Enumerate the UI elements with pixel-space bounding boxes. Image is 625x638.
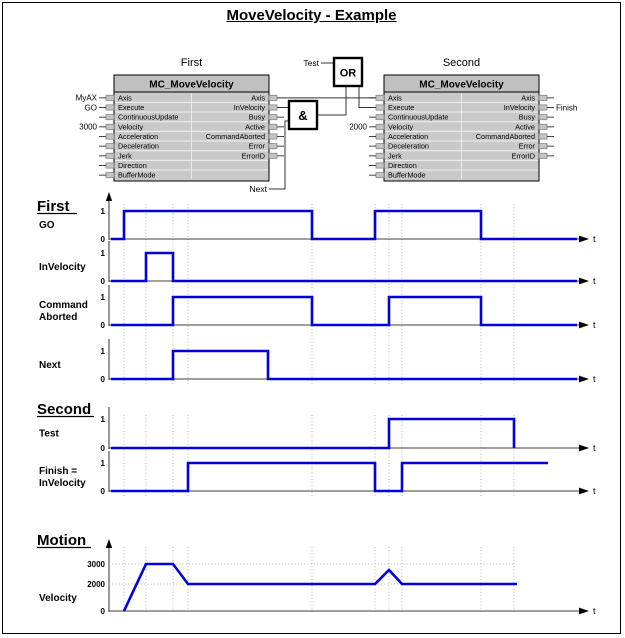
signal-label: Test: [39, 428, 59, 440]
fb-output-label: CommandAborted: [475, 131, 535, 141]
fb-output-label: Active: [515, 122, 535, 132]
tick-0: 0: [100, 486, 105, 496]
tick-1: 1: [100, 414, 105, 424]
tick-1: 1: [100, 292, 105, 302]
fb-input-pin: [376, 153, 384, 158]
signal-label: InVelocity: [39, 478, 86, 489]
fb-output-label: Error: [518, 141, 535, 151]
signal-label: Velocity: [39, 593, 77, 604]
waveform: [111, 463, 548, 491]
fb-type-label: MC_MoveVelocity: [419, 79, 504, 91]
fb-output-pin: [269, 153, 277, 158]
fb-input-label: Velocity: [388, 122, 414, 132]
fb-input-pin: [376, 173, 384, 178]
fb-output-pin: [269, 95, 277, 100]
fb-input-value: 2000: [349, 122, 367, 132]
signal-label: Next: [39, 360, 61, 371]
fb-input-pin: [106, 124, 114, 129]
fb-input-label: Jerk: [388, 151, 402, 161]
wire-and-to-or: [317, 86, 346, 115]
fb-output-pin: [539, 124, 547, 129]
fb-output-label: Error: [248, 141, 265, 151]
time-axis-arrow: [579, 608, 589, 615]
fb-input-label: Deceleration: [388, 141, 429, 151]
fb-output-pin: [539, 115, 547, 120]
fb-output-label: CommandAborted: [205, 131, 265, 141]
fb-input-pin: [106, 153, 114, 158]
t-label: t: [593, 276, 596, 286]
wire-or-to-execute: [359, 86, 376, 108]
t-label: t: [593, 234, 596, 244]
fb-input-label: Axis: [118, 93, 132, 103]
fb-input-pin: [106, 144, 114, 149]
fb-output-pin: [269, 115, 277, 120]
fb-input-pin: [106, 95, 114, 100]
signal-label: Command: [39, 300, 88, 311]
velocity-tick: 2000: [87, 580, 105, 589]
fb-output-pin: [269, 124, 277, 129]
signal-label: GO: [39, 220, 55, 231]
time-axis-arrow: [579, 322, 589, 329]
fb-input-pin: [106, 105, 114, 110]
fb-input-label: Acceleration: [388, 131, 429, 141]
tick-0: 0: [100, 443, 105, 453]
waveform-velocity: [124, 564, 517, 611]
tick-1: 1: [100, 346, 105, 356]
fb-input-value: GO: [84, 103, 97, 113]
fb-input-label: ContinuousUpdate: [388, 112, 449, 122]
fb-input-pin: [376, 144, 384, 149]
fb-output-label: Axis: [521, 93, 535, 103]
fb-input-label: Direction: [118, 160, 147, 170]
fb-type-label: MC_MoveVelocity: [149, 79, 234, 91]
waveform: [111, 253, 577, 281]
fb-input-label: ContinuousUpdate: [118, 112, 179, 122]
waveform: [111, 419, 514, 448]
fb-input-label: Direction: [388, 160, 417, 170]
fb-output-pin: [539, 134, 547, 139]
fb-input-value: 3000: [79, 122, 97, 132]
fb-input-value: MyAX: [75, 93, 97, 103]
t-label: t: [593, 443, 596, 453]
fb-output-label: ErrorID: [241, 151, 265, 161]
fb-input-pin: [106, 134, 114, 139]
fb-input-pin: [376, 115, 384, 120]
fb-output-value: Finish: [556, 103, 578, 113]
page-title: MoveVelocity - Example: [226, 7, 397, 24]
t-label: t: [593, 486, 596, 496]
velocity-axis-arrow: [106, 539, 112, 548]
velocity-tick: 3000: [87, 560, 105, 569]
fb-input-label: Jerk: [118, 151, 132, 161]
time-axis-arrow: [579, 445, 589, 452]
tick-1: 1: [100, 458, 105, 468]
signal-label: InVelocity: [39, 262, 86, 273]
fb-input-pin: [376, 124, 384, 129]
fb-input-pin: [376, 134, 384, 139]
page-frame: [2, 2, 621, 634]
tick-0: 0: [100, 320, 105, 330]
fb-output-label: InVelocity: [233, 102, 265, 112]
waveform: [111, 351, 577, 379]
fb-input-label: BufferMode: [118, 170, 156, 180]
fb-output-pin: [539, 105, 547, 110]
fb-instance-label: First: [180, 57, 203, 69]
or-gate-label: OR: [339, 67, 357, 80]
fb-output-pin: [269, 105, 277, 110]
fb-output-pin: [269, 144, 277, 149]
diagram-canvas: [3, 3, 624, 629]
t-label: t: [593, 374, 596, 384]
fb-input-label: Acceleration: [118, 131, 159, 141]
tick-0: 0: [100, 374, 105, 384]
fb-output-pin: [539, 144, 547, 149]
tick-1: 1: [100, 248, 105, 258]
and-gate-label: &: [298, 108, 308, 123]
fb-input-label: Execute: [118, 102, 145, 112]
fb-output-label: Active: [245, 122, 265, 132]
time-axis-arrow: [579, 488, 589, 495]
waveform: [111, 211, 577, 239]
section-heading: First: [37, 198, 70, 215]
fb-input-pin: [376, 163, 384, 168]
tick-1: 1: [100, 206, 105, 216]
fb-output-label: ErrorID: [511, 151, 535, 161]
section-heading: Second: [37, 401, 92, 418]
fb-input-label: Execute: [388, 102, 415, 112]
fb-output-label: Busy: [248, 112, 265, 122]
fb-output-label: InVelocity: [503, 102, 535, 112]
t-label: t: [593, 606, 596, 616]
fb-output-pin: [269, 134, 277, 139]
next-wire-label: Next: [249, 184, 267, 194]
fb-input-pin: [106, 163, 114, 168]
fb-output-pin: [539, 95, 547, 100]
tick-0: 0: [100, 276, 105, 286]
time-axis-arrow: [579, 376, 589, 383]
fb-input-pin: [376, 95, 384, 100]
fb-input-pin: [106, 115, 114, 120]
t-label: t: [593, 320, 596, 330]
signal-label: Finish =: [39, 466, 78, 477]
fb-input-label: Axis: [388, 93, 402, 103]
time-axis-arrow: [579, 278, 589, 285]
waveform: [111, 297, 577, 325]
signal-label: Aborted: [39, 312, 78, 323]
fb-instance-label: Second: [442, 57, 481, 69]
fb-output-label: Busy: [518, 112, 535, 122]
fb-input-label: Deceleration: [118, 141, 159, 151]
time-axis-arrow: [579, 236, 589, 243]
fb-input-pin: [106, 173, 114, 178]
level-axis-arrow: [106, 192, 112, 201]
fb-output-label: Axis: [251, 93, 265, 103]
fb-input-pin: [376, 105, 384, 110]
tick-0: 0: [100, 234, 105, 244]
fb-output-pin: [539, 153, 547, 158]
section-heading: Motion: [37, 532, 87, 549]
fb-input-label: BufferMode: [388, 170, 426, 180]
test-wire-label: Test: [303, 58, 319, 68]
fb-input-label: Velocity: [118, 122, 144, 132]
velocity-tick: 0: [100, 607, 105, 616]
